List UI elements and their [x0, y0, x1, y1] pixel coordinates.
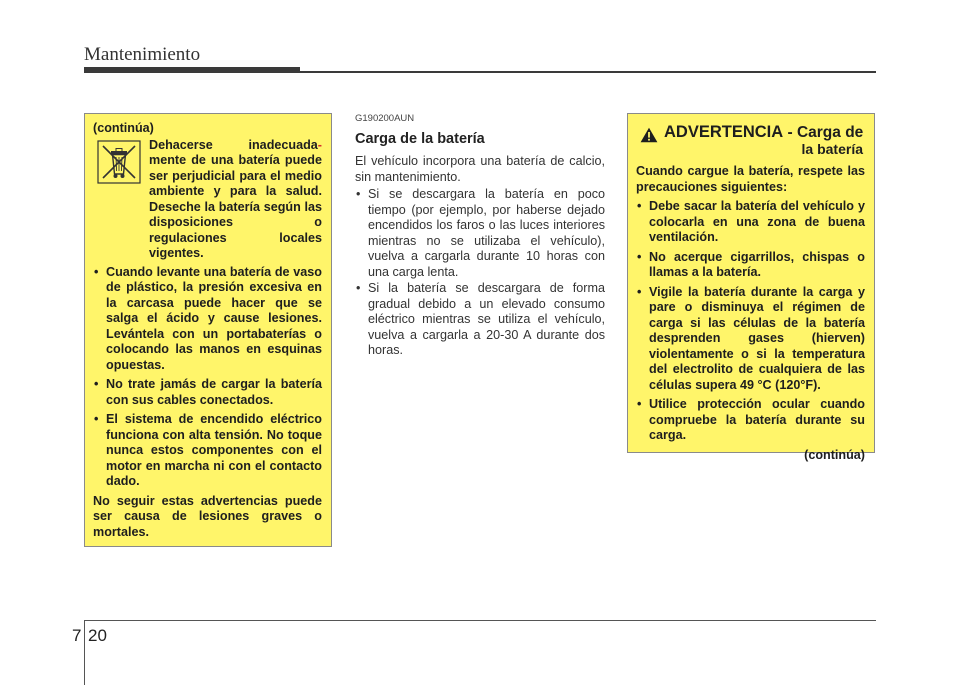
warning-subject-line2: la batería: [801, 141, 863, 157]
left-warning-box: [84, 113, 332, 547]
battery-charging-section: [355, 111, 605, 360]
footer-divider: [84, 620, 85, 685]
warning-title: [636, 124, 865, 158]
charging-list: [355, 187, 605, 359]
page-header-title: Mantenimiento: [84, 44, 201, 65]
disposal-row: [93, 138, 322, 262]
list-item: • No trate jamás de cargar la batería con sus cables conectados.: [93, 377, 322, 408]
chapter-number: 7: [72, 626, 82, 645]
warning-subject: - Carga de: [783, 124, 864, 141]
list-item: • Si se descargara la batería en poco tiempo (por ejemplo, por haberse dejado encendidos los faros o las luces interiores mientras no se utilizaba el vehículo), vuelva a cargarla durante 10 horas con una carga lenta.: [355, 187, 605, 280]
warning-word: ADVERTENCIA: [664, 123, 784, 141]
list-item: • Cuando levante una batería de vaso de plástico, la presión excesiva en la carcasa puede hacer que se salga el ácido y cause lesiones. Levántela con un portabaterías o colocando las manos en esquinas opuestas.: [93, 265, 322, 374]
list-item: • Utilice protección ocular cuando compruebe la batería durante su carga.: [636, 397, 865, 444]
left-warning-list: [93, 265, 322, 490]
warning-triangle-icon: [640, 127, 658, 143]
page-number: 20: [88, 626, 107, 645]
continued-heading: (continúa): [93, 121, 154, 135]
right-warning-box: [627, 113, 875, 462]
precautions-list: [636, 199, 865, 444]
section-intro: El vehículo incorpora una batería de calcio, sin mantenimiento.: [355, 154, 605, 184]
warning-intro: Cuando cargue la batería, respete las precauciones siguientes:: [636, 164, 865, 194]
section-code: G190200AUN: [355, 113, 415, 124]
list-item: • No acerque cigarrillos, chispas o llamas a la batería.: [636, 250, 865, 281]
final-warning-text: No seguir estas advertencias puede ser causa de lesiones graves o mortales.: [93, 493, 322, 539]
list-item: • El sistema de encendido eléctrico funciona con alta tensión. No toque nunca estos componentes con el motor en marcha ni con el contacto dado.: [93, 412, 322, 490]
section-title: Carga de la batería: [355, 130, 485, 147]
disposal-text: Dehacerse inadecuada- mente de una batería puede ser perjudicial para el medio ambiente y para la salud. Deseche la batería según las disposiciones o regulaciones locales vigentes.: [149, 137, 322, 260]
list-item: • Si la batería se descargara de forma gradual debido a un elevado consumo eléctrico mientras se utiliza el vehículo, vuelva a cargarla a 20-30 A durante dos horas.: [355, 281, 605, 359]
header-rule-thick: [84, 67, 300, 73]
list-item: • Vigile la batería durante la carga y pare o disminuya el régimen de carga si las células de la batería desprenden gases (hierven) violentamente o si la temperatura del electrolito de cualquiera de las células supera 49 °C (120°F).: [636, 285, 865, 394]
footer-hline: [84, 620, 876, 621]
list-item: • Debe sacar la batería del vehículo y colocarla en una zona de buena ventilación.: [636, 199, 865, 246]
header-rule-thin: [300, 71, 876, 73]
continued-tail: (continúa): [804, 447, 865, 462]
crossed-out-bin-icon: [97, 140, 141, 184]
